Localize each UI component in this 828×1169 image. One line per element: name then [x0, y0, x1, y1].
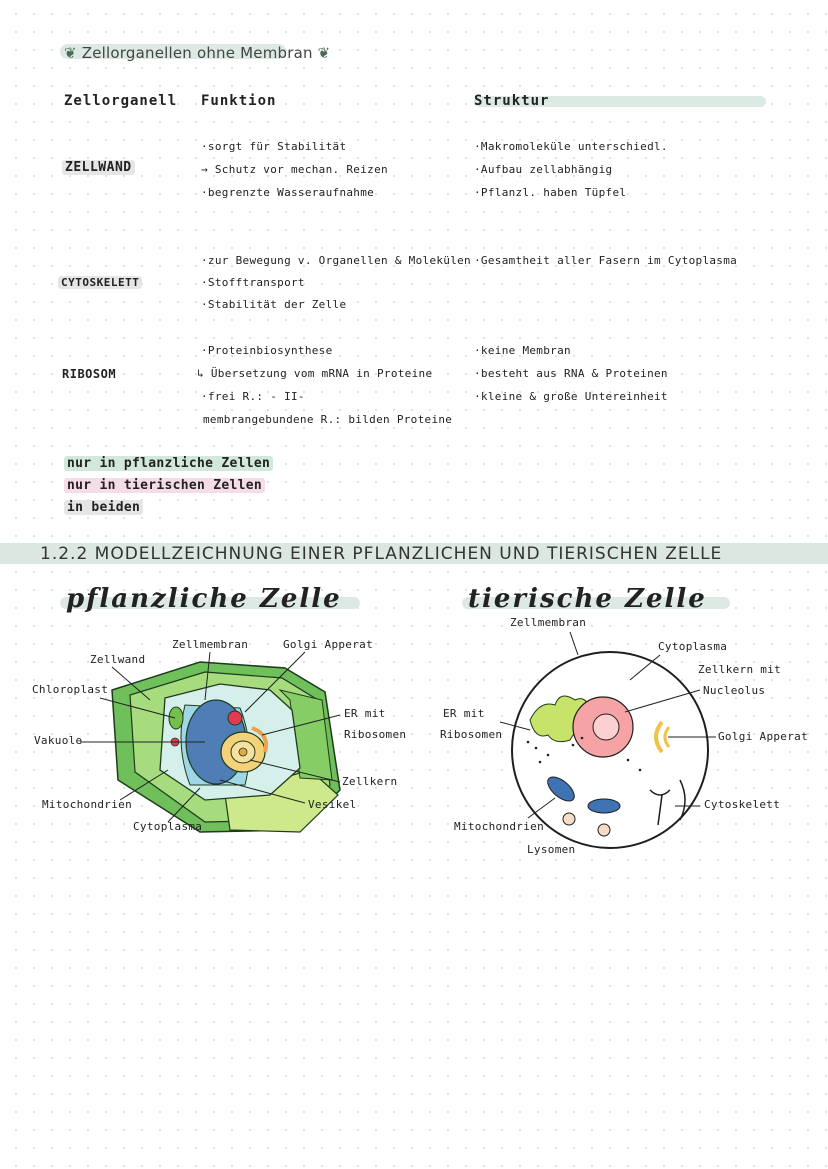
leader-line	[570, 632, 578, 655]
section-title: 1.2.2 MODELLZEICHNUNG EINER PFLANZLICHEN UND TIERISCHEN ZELLE	[40, 544, 723, 564]
function-line: ·sorgt für Stabilität	[201, 140, 347, 153]
structure-line: ·Gesamtheit aller Fasern im Cytoplasma	[474, 254, 738, 267]
label-er-line2: Ribosomen	[344, 728, 407, 741]
label-zellmembran: Zellmembran	[172, 638, 249, 651]
label-zellkern: Zellkern	[342, 775, 398, 788]
structure-line: ·Pflanzl. haben Tüpfel	[474, 186, 627, 199]
function-line: ·begrenzte Wasseraufnahme	[201, 186, 375, 199]
label-chloroplast: Chloroplast	[32, 683, 109, 696]
header-function: Funktion	[201, 93, 277, 109]
function-line: ·Stofftransport	[201, 276, 305, 289]
animal-lysosom	[563, 813, 575, 825]
plant-cell-drawing	[112, 662, 340, 832]
animal-cell-drawing	[512, 652, 708, 848]
organelle-zellwand: ZELLWAND	[62, 160, 135, 175]
animal-nucleolus	[593, 714, 619, 740]
animal-cell-title: tierische Zelle	[468, 584, 707, 614]
label-mitochondrien: Mitochondrien	[454, 820, 544, 833]
structure-line: ·Makromoleküle unterschiedl.	[474, 140, 668, 153]
function-line: → Schutz vor mechan. Reizen	[201, 163, 388, 176]
function-line: ↳ Übersetzung vom mRNA in Proteine	[197, 367, 433, 380]
function-line: ·Stabilität der Zelle	[201, 298, 347, 311]
plant-chloroplast	[169, 707, 183, 729]
header-organelle: Zellorganell	[64, 93, 178, 109]
page-title: ❦ Zellorganellen ohne Membran ❦	[64, 44, 331, 62]
legend-animal: nur in tierischen Zellen	[64, 478, 265, 493]
structure-line: ·kleine & große Untereinheit	[474, 390, 668, 403]
label-golgi: Golgi Apperat	[718, 730, 808, 743]
organelle-ribosom: RIBOSOM	[62, 367, 117, 381]
organelle-cytoskelett: CYTOSKELETT	[58, 276, 142, 289]
label-cytoskelett: Cytoskelett	[704, 798, 781, 811]
label-zellwand: Zellwand	[90, 653, 146, 666]
label-er-line1: ER mit	[344, 707, 386, 720]
legend-both: in beiden	[64, 500, 143, 515]
structure-line: ·Aufbau zellabhängig	[474, 163, 613, 176]
label-er-line1: ER mit	[443, 707, 485, 720]
label-lysomen: Lysomen	[527, 843, 576, 856]
animal-mitochondrion	[588, 799, 620, 813]
label-zellkern-line2: Nucleolus	[703, 684, 766, 697]
label-vakuole: Vakuole	[34, 734, 83, 747]
legend-plant: nur in pflanzliche Zellen	[64, 456, 273, 471]
function-line: membrangebundene R.: bilden Proteine	[203, 413, 453, 426]
plant-nucleolus-core	[239, 748, 247, 756]
label-er-line2: Ribosomen	[440, 728, 503, 741]
structure-line: ·besteht aus RNA & Proteinen	[474, 367, 668, 380]
label-zellmembran: Zellmembran	[510, 616, 587, 629]
label-cytoplasma: Cytoplasma	[658, 640, 728, 653]
header-structure: Struktur	[474, 93, 550, 109]
function-line: ·Proteinbiosynthese	[201, 344, 333, 357]
animal-lysosom	[598, 824, 610, 836]
structure-line: ·keine Membran	[474, 344, 571, 357]
function-line: ·frei R.: - II-	[201, 390, 305, 403]
sprig-icon: ❦	[312, 44, 331, 62]
label-golgi: Golgi Apperat	[283, 638, 373, 651]
label-zellkern-line1: Zellkern mit	[698, 663, 782, 676]
function-line: ·zur Bewegung v. Organellen & Molekülen	[201, 254, 471, 267]
label-cytoplasma: Cytoplasma	[133, 820, 203, 833]
label-mitochondrien: Mitochondrien	[42, 798, 132, 811]
plant-cell-title: pflanzliche Zelle	[66, 584, 342, 614]
plant-golgi	[228, 711, 242, 725]
label-vesikel: Vesikel	[308, 798, 357, 811]
sprig-icon: ❦	[64, 44, 82, 62]
